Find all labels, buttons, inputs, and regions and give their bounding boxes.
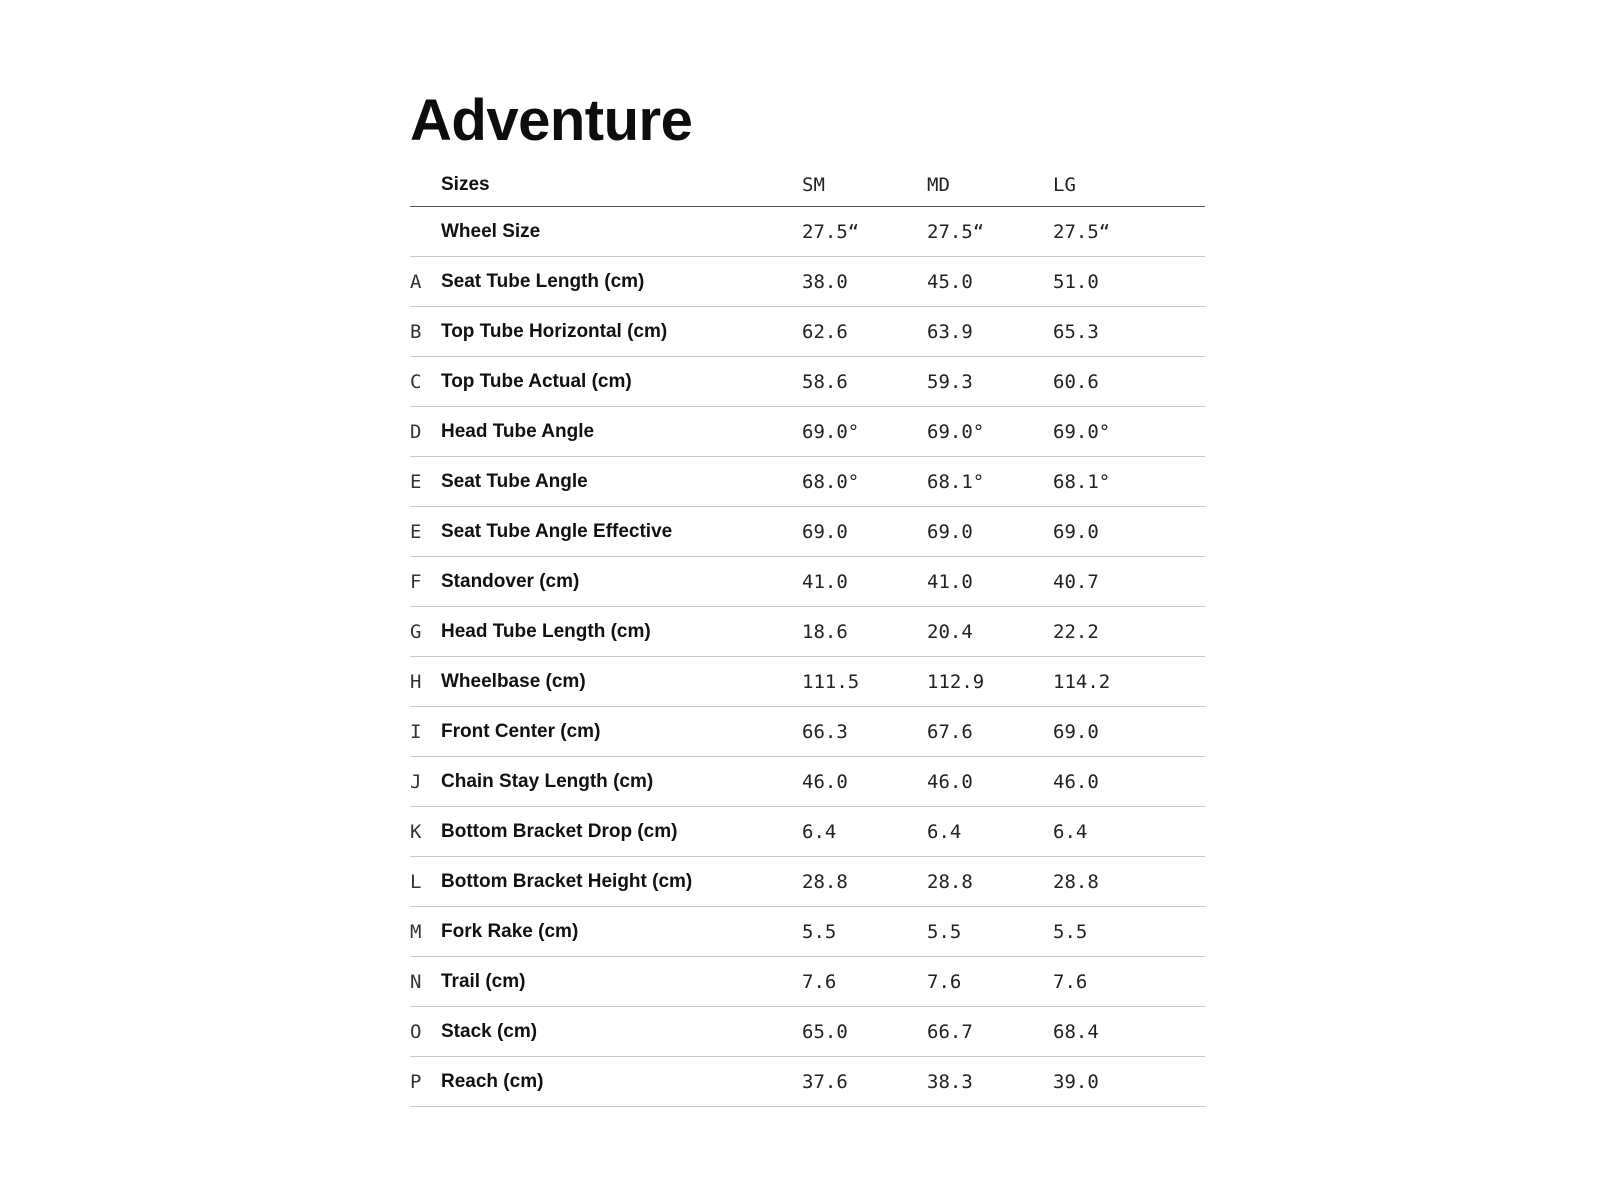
page-title: Adventure xyxy=(410,88,693,153)
header-size-lg: LG xyxy=(1053,164,1205,207)
row-label: Wheel Size xyxy=(441,207,802,257)
row-label: Stack (cm) xyxy=(441,1007,802,1057)
row-value-lg: 69.0° xyxy=(1053,407,1205,457)
row-letter: E xyxy=(410,507,441,557)
row-value-lg: 39.0 xyxy=(1053,1057,1205,1107)
row-value-md: 38.3 xyxy=(927,1057,1053,1107)
row-label: Bottom Bracket Height (cm) xyxy=(441,857,802,907)
row-value-md: 69.0 xyxy=(927,507,1053,557)
row-label: Fork Rake (cm) xyxy=(441,907,802,957)
row-value-sm: 18.6 xyxy=(802,607,927,657)
row-value-lg: 69.0 xyxy=(1053,507,1205,557)
row-value-md: 68.1° xyxy=(927,457,1053,507)
row-letter: A xyxy=(410,257,441,307)
table-header-row xyxy=(410,164,1205,207)
row-value-md: 46.0 xyxy=(927,757,1053,807)
row-letter: K xyxy=(410,807,441,857)
row-label: Bottom Bracket Drop (cm) xyxy=(441,807,802,857)
row-label: Seat Tube Angle Effective xyxy=(441,507,802,557)
row-letter: M xyxy=(410,907,441,957)
row-value-sm: 58.6 xyxy=(802,357,927,407)
row-value-md: 67.6 xyxy=(927,707,1053,757)
row-label: Trail (cm) xyxy=(441,957,802,1007)
geometry-table xyxy=(410,164,1205,1107)
table-body xyxy=(410,207,1205,1107)
row-value-md: 69.0° xyxy=(927,407,1053,457)
row-value-lg: 60.6 xyxy=(1053,357,1205,407)
row-value-lg: 65.3 xyxy=(1053,307,1205,357)
row-label: Head Tube Angle xyxy=(441,407,802,457)
table-row xyxy=(410,407,1205,457)
row-label: Chain Stay Length (cm) xyxy=(441,757,802,807)
row-letter: O xyxy=(410,1007,441,1057)
row-label: Front Center (cm) xyxy=(441,707,802,757)
table-row xyxy=(410,1057,1205,1107)
table-row xyxy=(410,607,1205,657)
row-value-md: 41.0 xyxy=(927,557,1053,607)
row-value-sm: 38.0 xyxy=(802,257,927,307)
row-value-md: 59.3 xyxy=(927,357,1053,407)
header-size-sm: SM xyxy=(802,164,927,207)
row-label: Reach (cm) xyxy=(441,1057,802,1107)
row-label: Wheelbase (cm) xyxy=(441,657,802,707)
row-value-md: 5.5 xyxy=(927,907,1053,957)
row-label: Top Tube Actual (cm) xyxy=(441,357,802,407)
row-value-sm: 62.6 xyxy=(802,307,927,357)
geometry-sheet xyxy=(410,88,1205,1107)
row-value-md: 63.9 xyxy=(927,307,1053,357)
row-value-lg: 22.2 xyxy=(1053,607,1205,657)
table-row xyxy=(410,357,1205,407)
row-value-lg: 114.2 xyxy=(1053,657,1205,707)
row-value-sm: 65.0 xyxy=(802,1007,927,1057)
row-value-md: 28.8 xyxy=(927,857,1053,907)
row-value-lg: 7.6 xyxy=(1053,957,1205,1007)
table-row xyxy=(410,257,1205,307)
header-letter-cell xyxy=(410,164,441,207)
row-value-sm: 28.8 xyxy=(802,857,927,907)
table-row xyxy=(410,657,1205,707)
row-value-sm: 5.5 xyxy=(802,907,927,957)
table-row xyxy=(410,807,1205,857)
table-row xyxy=(410,207,1205,257)
row-letter: P xyxy=(410,1057,441,1107)
row-value-md: 20.4 xyxy=(927,607,1053,657)
row-letter: B xyxy=(410,307,441,357)
row-label: Head Tube Length (cm) xyxy=(441,607,802,657)
header-size-md: MD xyxy=(927,164,1053,207)
row-value-sm: 111.5 xyxy=(802,657,927,707)
row-value-sm: 37.6 xyxy=(802,1057,927,1107)
row-value-lg: 68.1° xyxy=(1053,457,1205,507)
row-value-lg: 51.0 xyxy=(1053,257,1205,307)
row-letter: G xyxy=(410,607,441,657)
row-value-lg: 40.7 xyxy=(1053,557,1205,607)
row-value-lg: 69.0 xyxy=(1053,707,1205,757)
row-letter: E xyxy=(410,457,441,507)
row-value-sm: 68.0° xyxy=(802,457,927,507)
row-value-sm: 27.5“ xyxy=(802,207,927,257)
row-letter: N xyxy=(410,957,441,1007)
row-letter: F xyxy=(410,557,441,607)
row-value-sm: 46.0 xyxy=(802,757,927,807)
row-value-sm: 69.0° xyxy=(802,407,927,457)
row-value-sm: 6.4 xyxy=(802,807,927,857)
row-value-lg: 68.4 xyxy=(1053,1007,1205,1057)
row-letter xyxy=(410,207,441,257)
row-letter: D xyxy=(410,407,441,457)
header-sizes-label: Sizes xyxy=(441,164,802,207)
table-row xyxy=(410,857,1205,907)
table-row xyxy=(410,1007,1205,1057)
row-letter: J xyxy=(410,757,441,807)
row-value-sm: 66.3 xyxy=(802,707,927,757)
table-row xyxy=(410,507,1205,557)
table-row xyxy=(410,907,1205,957)
row-value-lg: 28.8 xyxy=(1053,857,1205,907)
table-row xyxy=(410,757,1205,807)
row-letter: L xyxy=(410,857,441,907)
row-letter: I xyxy=(410,707,441,757)
row-letter: H xyxy=(410,657,441,707)
row-label: Standover (cm) xyxy=(441,557,802,607)
table-row xyxy=(410,307,1205,357)
row-label: Seat Tube Angle xyxy=(441,457,802,507)
row-value-md: 6.4 xyxy=(927,807,1053,857)
table-row xyxy=(410,457,1205,507)
table-row xyxy=(410,707,1205,757)
row-value-md: 112.9 xyxy=(927,657,1053,707)
row-value-md: 7.6 xyxy=(927,957,1053,1007)
row-letter: C xyxy=(410,357,441,407)
row-value-sm: 7.6 xyxy=(802,957,927,1007)
row-value-sm: 41.0 xyxy=(802,557,927,607)
row-value-lg: 46.0 xyxy=(1053,757,1205,807)
row-value-lg: 5.5 xyxy=(1053,907,1205,957)
row-value-lg: 27.5“ xyxy=(1053,207,1205,257)
table-row xyxy=(410,957,1205,1007)
row-value-lg: 6.4 xyxy=(1053,807,1205,857)
row-label: Seat Tube Length (cm) xyxy=(441,257,802,307)
row-value-sm: 69.0 xyxy=(802,507,927,557)
row-value-md: 45.0 xyxy=(927,257,1053,307)
row-label: Top Tube Horizontal (cm) xyxy=(441,307,802,357)
table-row xyxy=(410,557,1205,607)
row-value-md: 27.5“ xyxy=(927,207,1053,257)
row-value-md: 66.7 xyxy=(927,1007,1053,1057)
